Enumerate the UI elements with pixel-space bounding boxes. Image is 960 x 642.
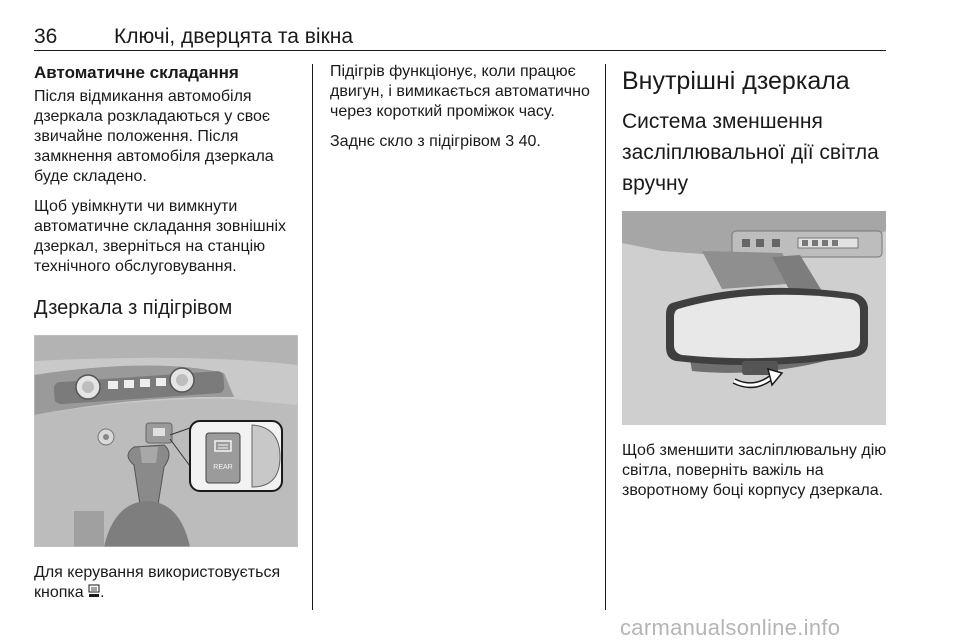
paragraph-rear-window-reference — [330, 132, 596, 152]
paragraph-auto-fold-1: Після відмикання автомобіля дзеркала розкладаються у своє звичайне положення. Після замкнення автомобіля дзеркала буде складено. — [34, 88, 274, 185]
column-divider-2 — [605, 64, 606, 610]
paragraph-auto-fold-2: Щоб увімкнути чи вимкнути автоматичне складання зовнішніх дзеркал, зверніться на станцію технічного обслуговування. — [34, 198, 287, 275]
caption-heated-mirror-button — [34, 563, 300, 603]
rear-button-label: REAR — [213, 464, 233, 471]
subsection-title-manual-antidazzle: Система зменшення засліплювальної дії світла вручну — [622, 110, 879, 195]
section-heading-heated-mirrors: Дзеркала з підігрівом — [34, 297, 233, 319]
page-reference-number[interactable]: 40. — [518, 133, 541, 150]
chapter-title: Ключі, дверцята та вікна — [114, 25, 354, 48]
rear-window-heater-icon — [88, 584, 100, 598]
interior-mirror-illustration — [622, 211, 886, 425]
column-1 — [34, 62, 300, 613]
page-reference-arrow-icon: 3 — [505, 133, 515, 150]
column-2 — [330, 62, 596, 162]
section-title-interior-mirrors: Внутрішні дзеркала — [622, 67, 850, 95]
section-heading-auto-fold: Автоматичне складання — [34, 63, 239, 82]
column-divider-1 — [312, 64, 313, 610]
heated-mirror-button-illustration — [34, 335, 298, 547]
watermark: carmanualsonline.info — [620, 615, 841, 640]
page-header — [34, 26, 886, 51]
column-3 — [622, 62, 888, 511]
caption-end: . — [100, 584, 105, 601]
caption-text: Для керування використовується кнопка — [34, 564, 281, 601]
rear-window-text: Заднє скло з підігрівом — [330, 133, 501, 150]
paragraph-heating-operation: Підігрів функціонує, коли працює двигун, і вимикається автоматично через короткий проміжок часу. — [330, 63, 590, 120]
page-number: 36 — [34, 25, 58, 48]
paragraph-antidazzle-instruction: Щоб зменшити засліплювальну дію світла, поверніть важіль на зворотному боці корпусу дзеркала. — [622, 442, 887, 499]
